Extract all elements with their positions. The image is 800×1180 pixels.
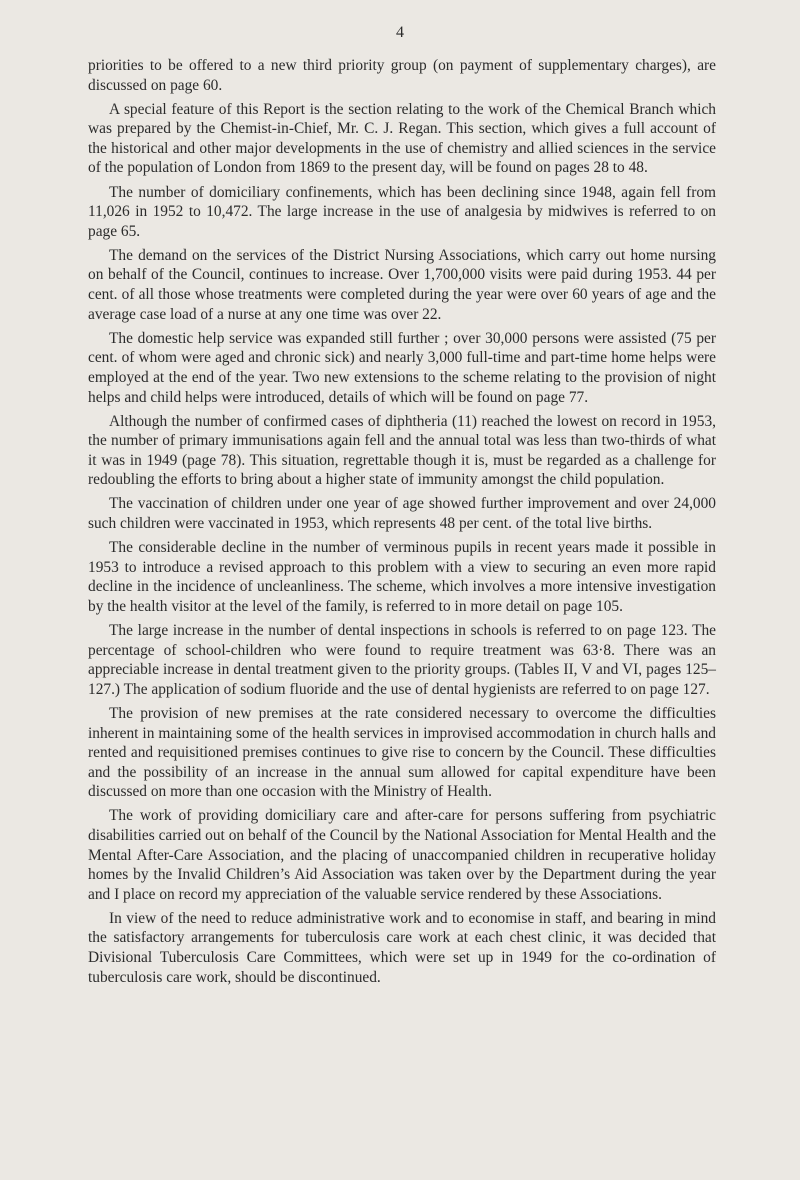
paragraph-8: The considerable decline in the number of verminous pupils in recent years made it possible in 1953 to introduce a revised approach to this problem with a view to securing an even more rapid decline in the incidence of uncleanliness. The scheme, which involves a more intensive investigation by the health visitor at the level of the family, is referred to in more detail on page 105.	[88, 539, 716, 615]
paragraph-10: The provision of new premises at the rate considered necessary to overcome the difficulties inherent in maintaining some of the health services in improvised accommodation in church halls and rented and requisitioned premises continues to give rise to concern by the Council. These difficulties and the possibility of an increase in the annual sum allowed for capital expenditure have been discussed on more than one occasion with the Ministry of Health.	[88, 704, 716, 801]
body-text	[88, 56, 716, 992]
paragraph-5: The domestic help service was expanded still further ; over 30,000 persons were assisted (75 per cent. of whom were aged and chronic sick) and nearly 3,000 full-time and part-time home helps were employed at the end of the year. Two new extensions to the scheme relating to the provision of night helps and child helps were introduced, details of which will be found on page 77.	[88, 329, 716, 406]
paragraph-12: In view of the need to reduce administrative work and to economise in staff, and bearing in mind the satisfactory arrangements for tuberculosis care work at each chest clinic, it was decided that Divisional Tuberculosis Care Committees, which were set up in 1949 for the co-ordination of tuberculosis care work, should be discontinued.	[88, 909, 716, 986]
paragraph-2: A special feature of this Report is the section relating to the work of the Chemical Branch which was prepared by the Chemist-in-Chief, Mr. C. J. Regan. This section, which gives a full account of the historical and other major developments in the use of chemistry and allied sciences in the service of the population of London from 1869 to the present day, will be found on pages 28 to 48.	[88, 100, 716, 177]
paragraph-6: Although the number of confirmed cases of diphtheria (11) reached the lowest on record in 1953, the number of primary immunisations again fell and the annual total was less than two-thirds of what it was in 1949 (page 78). This situation, regrettable though it is, must be regarded as a challenge for redoubling the efforts to bring about a higher state of immunity amongst the child population.	[88, 412, 716, 489]
paragraph-11: The work of providing domiciliary care and after-care for persons suffering from psychiatric disabilities carried out on behalf of the Council by the National Association for Mental Health and the Mental After-Care Association, and the placing of unaccompanied children in recuperative holiday homes by the Invalid Children’s Aid Association was taken over by the Department during the year and I place on record my appreciation of the valuable service rendered by these Associations.	[88, 807, 716, 903]
paragraph-4: The demand on the services of the District Nursing Associations, which carry out home nursing on behalf of the Council, continues to increase. Over 1,700,000 visits were paid during 1953. 44 per cent. of all those whose treatments were completed during the year were over 60 years of age and the average case load of a nurse at any one time was over 22.	[88, 246, 716, 323]
paragraph-7: The vaccination of children under one year of age showed further improvement and over 24,000 such children were vaccinated in 1953, which represents 48 per cent. of the total live births.	[88, 495, 716, 533]
paragraph-3: The number of domiciliary confinements, which has been declining since 1948, again fell from 11,026 in 1952 to 10,472. The large increase in the use of analgesia by midwives is referred to on page 65.	[88, 183, 716, 240]
page-number: 4	[396, 24, 404, 41]
paragraph-9: The large increase in the number of dental inspections in schools is referred to on page 123. The percentage of school-children who were found to require treatment was 63·8. There was an appreciable increase in dental treatment given to the priority groups. (Tables II, V and VI, pages 125–127.) The application of sodium fluoride and the use of dental hygienists are referred to on page 127.	[88, 622, 716, 698]
paragraph-1: priorities to be offered to a new third priority group (on payment of supplementary charges), are discussed on page 60.	[88, 57, 716, 94]
